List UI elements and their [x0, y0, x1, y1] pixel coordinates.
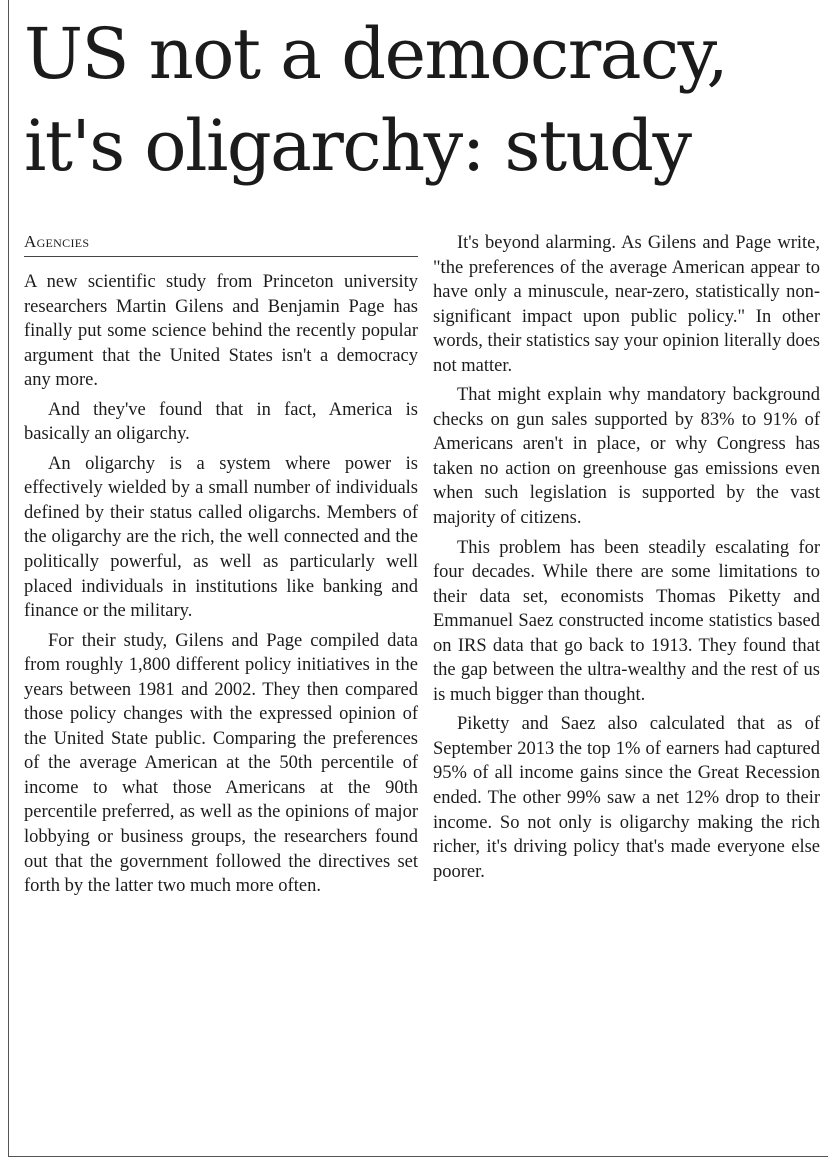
paragraph: And they've found that in fact, America is basically an oligarchy. [24, 399, 418, 445]
bottom-rule [8, 1156, 828, 1157]
paragraph: A new scientific study from Princeton university researchers Martin Gilens and Benjamin Page has finally put some science behind the recently popular argument that the United States isn't a democracy any more. [24, 272, 418, 391]
paragraph: For their study, Gilens and Page compiled data from roughly 1,800 different policy initiatives in the years between 1981 and 2002. They then compared those policy changes with the expressed opinion of the United State public. Comparing the preferences of the average American at the 50th percentile of income to what those Americans at the 90th percentile preferred, as well as the opinions of major lobbying or business groups, the researchers found out that the government followed the directives set forth by the latter two much more often. [24, 630, 418, 897]
headline [24, 8, 824, 192]
paragraph: This problem has been steadily escalating for four decades. While there are some limitations to their data set, economists Thomas Piketty and Emmanuel Saez constructed income statistics based on IRS data that go back to 1913. They found that the gap between the ultra-wealthy and the rest of us is much bigger than thought. [433, 537, 820, 705]
headline-line-1: US not a democracy, [24, 13, 728, 95]
article-column-right [433, 231, 820, 889]
byline: Agencies [24, 232, 418, 257]
paragraph: Piketty and Saez also calculated that as of September 2013 the top 1% of earners had captured 95% of all income gains since the Great Recession ended. The other 99% saw a net 12% drop to their income. So not only is oligarchy making the rich richer, it's driving policy that's made everyone else poorer. [433, 714, 820, 882]
paragraph: That might explain why mandatory background checks on gun sales supported by 83% to 91% of Americans aren't in place, or why Congress has taken no action on greenhouse gas emissions even when such legislation is supported by the vast majority of citizens. [433, 385, 820, 529]
left-column-rule [8, 0, 9, 1156]
paragraph: An oligarchy is a system where power is effectively wielded by a small number of individuals defined by their status called oligarchs. Members of the oligarchy are the rich, the well connected and the politically powerful, as well as particularly well placed individuals in institutions like banking and finance or the military. [24, 453, 418, 622]
article-column-left [24, 232, 418, 904]
headline-line-2: it's oligarchy: study [24, 105, 691, 187]
paragraph: It's beyond alarming. As Gilens and Page write, "the preferences of the average American appear to have only a minuscule, near-zero, statistically non-significant impact upon public policy." In other words, their statistics say your opinion literally does not matter. [433, 233, 820, 376]
